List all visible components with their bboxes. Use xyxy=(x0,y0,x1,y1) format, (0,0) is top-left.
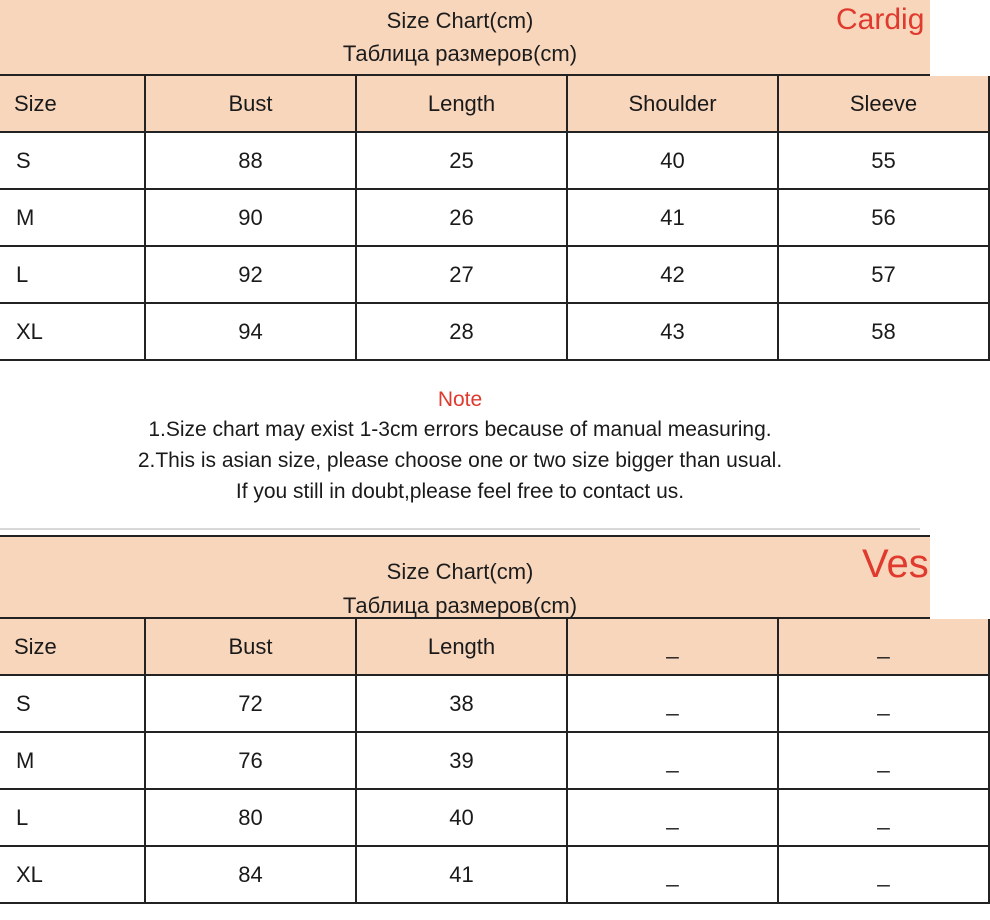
column-header-empty: _ xyxy=(567,619,778,675)
size-cell: L xyxy=(0,789,145,846)
length-cell: 26 xyxy=(356,189,567,246)
cardigan-header-row xyxy=(0,76,989,132)
length-cell: 27 xyxy=(356,246,567,303)
cardigan-title-en: Size Chart(cm) xyxy=(386,8,534,33)
empty-cell: _ xyxy=(778,675,989,732)
cardigan-size-chart xyxy=(0,0,930,361)
empty-cell: _ xyxy=(567,732,778,789)
column-header-length: Length xyxy=(356,76,567,132)
empty-cell: _ xyxy=(567,789,778,846)
size-note xyxy=(0,386,920,507)
vest-title-en: Size Chart(cm) xyxy=(386,559,534,584)
column-header-size: Size xyxy=(0,619,145,675)
column-header-empty: _ xyxy=(778,619,989,675)
size-cell: M xyxy=(0,732,145,789)
table-row xyxy=(0,246,989,303)
empty-cell: _ xyxy=(778,732,989,789)
sleeve-cell: 57 xyxy=(778,246,989,303)
length-cell: 40 xyxy=(356,789,567,846)
vest-chart-header xyxy=(0,535,930,619)
shoulder-cell: 41 xyxy=(567,189,778,246)
vest-size-table xyxy=(0,619,990,904)
table-row xyxy=(0,846,989,903)
table-row xyxy=(0,189,989,246)
bust-cell: 72 xyxy=(145,675,356,732)
table-row xyxy=(0,303,989,360)
empty-cell: _ xyxy=(567,675,778,732)
empty-cell: _ xyxy=(778,789,989,846)
column-header-bust: Bust xyxy=(145,619,356,675)
vest-title-ru: Таблица размеров(cm) xyxy=(342,593,578,618)
cardigan-size-table xyxy=(0,76,990,361)
vest-header-row xyxy=(0,619,989,675)
vest-size-chart xyxy=(0,535,930,904)
empty-cell: _ xyxy=(567,846,778,903)
length-cell: 41 xyxy=(356,846,567,903)
column-header-sleeve: Sleeve xyxy=(778,76,989,132)
bust-cell: 88 xyxy=(145,132,356,189)
shoulder-cell: 42 xyxy=(567,246,778,303)
cardigan-chart-header xyxy=(0,0,930,76)
section-divider xyxy=(0,528,920,530)
bust-cell: 90 xyxy=(145,189,356,246)
column-header-bust: Bust xyxy=(145,76,356,132)
length-cell: 25 xyxy=(356,132,567,189)
table-row xyxy=(0,132,989,189)
length-cell: 38 xyxy=(356,675,567,732)
length-cell: 39 xyxy=(356,732,567,789)
shoulder-cell: 40 xyxy=(567,132,778,189)
table-row xyxy=(0,789,989,846)
size-cell: S xyxy=(0,132,145,189)
bust-cell: 80 xyxy=(145,789,356,846)
cardigan-product-label: Cardig xyxy=(836,3,925,36)
note-line-2: 2.This is asian size, please choose one or two size bigger than usual. xyxy=(137,449,783,472)
bust-cell: 76 xyxy=(145,732,356,789)
sleeve-cell: 55 xyxy=(778,132,989,189)
table-row xyxy=(0,732,989,789)
column-header-shoulder: Shoulder xyxy=(567,76,778,132)
vest-product-label: Ves xyxy=(862,542,929,586)
size-cell: S xyxy=(0,675,145,732)
bust-cell: 92 xyxy=(145,246,356,303)
column-header-size: Size xyxy=(0,76,145,132)
size-cell: M xyxy=(0,189,145,246)
note-title: Note xyxy=(437,388,483,411)
sleeve-cell: 56 xyxy=(778,189,989,246)
length-cell: 28 xyxy=(356,303,567,360)
bust-cell: 84 xyxy=(145,846,356,903)
bust-cell: 94 xyxy=(145,303,356,360)
note-line-3: If you still in doubt,please feel free to contact us. xyxy=(235,480,685,503)
size-cell: XL xyxy=(0,303,145,360)
table-row xyxy=(0,675,989,732)
column-header-length: Length xyxy=(356,619,567,675)
cardigan-title-ru: Таблица размеров(cm) xyxy=(342,41,578,66)
sleeve-cell: 58 xyxy=(778,303,989,360)
size-cell: XL xyxy=(0,846,145,903)
note-line-1: 1.Size chart may exist 1-3cm errors because of manual measuring. xyxy=(148,418,772,441)
size-cell: L xyxy=(0,246,145,303)
empty-cell: _ xyxy=(778,846,989,903)
shoulder-cell: 43 xyxy=(567,303,778,360)
